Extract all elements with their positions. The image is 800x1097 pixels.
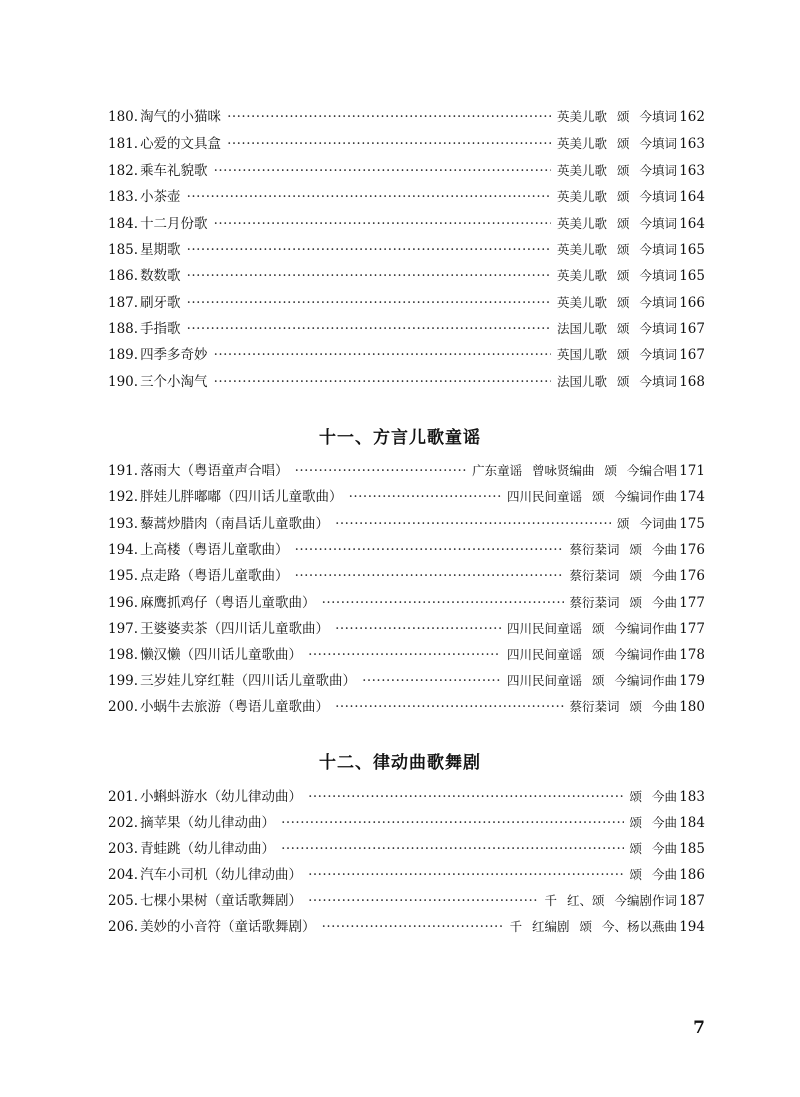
leader-dots xyxy=(295,563,564,589)
leader-dots xyxy=(227,131,551,157)
entry-credit: 英美儿歌 颂 今填词 xyxy=(557,163,677,178)
entry-credit: 英美儿歌 颂 今填词 xyxy=(557,216,677,231)
entry-credit: 蔡衍棻词 颂 今曲 xyxy=(569,699,677,714)
entry-credit: 四川民间童谣 颂 今编词作曲 xyxy=(507,673,677,688)
toc-entry: 181. 心爱的文具盒 ····· 英美儿歌 颂 今填词 163 xyxy=(108,131,705,157)
leader-dots xyxy=(187,263,551,289)
toc-entry: 188. 手指歌 ····· 法国儿歌 颂 今填词 167 xyxy=(108,316,705,342)
leader-dots xyxy=(281,836,623,862)
toc-entry: 192. 胖娃儿胖嘟嘟（四川话儿童歌曲） ····· 四川民间童谣 颂 今编词作曲 174 xyxy=(108,484,705,510)
entry-title: 三个小淘气 xyxy=(140,374,208,390)
entry-title: 三岁娃儿穿红鞋（四川话儿童歌曲） xyxy=(140,673,357,689)
toc-entry: 190. 三个小淘气 ····· 法国儿歌 颂 今填词 168 xyxy=(108,369,705,395)
entry-page: 168 xyxy=(679,374,705,390)
leader-dots xyxy=(308,784,623,810)
entry-title: 藜蒿炒腊肉（南昌话儿童歌曲） xyxy=(140,516,330,532)
entry-title: 摘苹果（幼儿律动曲） xyxy=(140,815,276,831)
entry-credit: 千 红编剧 颂 今、杨以燕曲 xyxy=(509,919,677,934)
entry-credit: 英美儿歌 颂 今填词 xyxy=(557,109,677,124)
leader-dots xyxy=(187,237,551,263)
entry-credit: 蔡衍棻词 颂 今曲 xyxy=(569,568,677,583)
leader-dots xyxy=(187,184,551,210)
entry-page: 176 xyxy=(679,542,705,558)
toc-entry: 186. 数数歌 ····· 英美儿歌 颂 今填词 165 xyxy=(108,263,705,289)
entry-page: 162 xyxy=(679,109,705,125)
entry-credit: 四川民间童谣 颂 今编词作曲 xyxy=(507,489,677,504)
entry-title: 麻鹰抓鸡仔（粤语儿童歌曲） xyxy=(140,595,316,611)
entry-title: 美妙的小音符（童话歌舞剧） xyxy=(140,919,316,935)
entry-credit: 颂 今词曲 xyxy=(617,516,677,531)
entry-credit: 英美儿歌 颂 今填词 xyxy=(557,242,677,257)
leader-dots xyxy=(335,511,611,537)
page-number: 7 xyxy=(693,1018,705,1038)
entry-title: 十二月份歌 xyxy=(140,216,208,232)
entry-page: 194 xyxy=(679,919,705,935)
entry-title: 四季多奇妙 xyxy=(140,347,208,363)
entry-credit: 千 红、颂 今编剧作词 xyxy=(544,893,677,908)
leader-dots xyxy=(214,369,551,395)
entry-credit: 英美儿歌 颂 今填词 xyxy=(557,189,677,204)
toc-entry: 205. 七棵小果树（童话歌舞剧） ····· 千 红、颂 今编剧作词 187 xyxy=(108,888,705,914)
entry-title: 懒汉懒（四川话儿童歌曲） xyxy=(140,647,303,663)
toc-entry: 187. 刷牙歌 ····· 英美儿歌 颂 今填词 166 xyxy=(108,290,705,316)
entry-credit: 法国儿歌 颂 今填词 xyxy=(557,321,677,336)
entry-title: 刷牙歌 xyxy=(140,295,181,311)
entry-title: 王婆婆卖茶（四川话儿童歌曲） xyxy=(140,621,330,637)
entry-credit: 广东童谣 曾咏贤编曲 颂 今编合唱 xyxy=(472,463,677,478)
entry-title: 手指歌 xyxy=(140,321,181,337)
toc-entry: 185. 星期歌 ····· 英美儿歌 颂 今填词 165 xyxy=(108,237,705,263)
leader-dots xyxy=(214,342,551,368)
entry-credit: 蔡衍棻词 颂 今曲 xyxy=(569,542,677,557)
entry-title: 星期歌 xyxy=(140,242,181,258)
entry-title: 数数歌 xyxy=(140,268,181,284)
section-heading: 十二、律动曲歌舞剧 xyxy=(319,753,481,773)
leader-dots xyxy=(281,810,623,836)
leader-dots xyxy=(322,590,564,616)
entry-page: 186 xyxy=(679,867,705,883)
entry-page: 177 xyxy=(679,595,705,611)
entry-credit: 颂 今曲 xyxy=(629,867,677,882)
entry-title: 心爱的文具盒 xyxy=(140,136,222,152)
entry-page: 165 xyxy=(679,268,705,284)
entry-page: 180 xyxy=(679,699,705,715)
entry-title: 青蛙跳（幼儿律动曲） xyxy=(140,841,276,857)
toc-entry: 180. 淘气的小猫咪 ····· 英美儿歌 颂 今填词 162 xyxy=(108,104,705,130)
leader-dots xyxy=(295,537,564,563)
entry-credit: 英美儿歌 颂 今填词 xyxy=(557,268,677,283)
entry-title: 汽车小司机（幼儿律动曲） xyxy=(140,867,303,883)
leader-dots xyxy=(335,694,563,720)
entry-page: 175 xyxy=(679,516,705,532)
entry-page: 164 xyxy=(679,189,705,205)
leader-dots xyxy=(349,484,501,510)
leader-dots xyxy=(335,616,501,642)
entry-credit: 颂 今曲 xyxy=(629,815,677,830)
entry-title: 点走路（粤语儿童歌曲） xyxy=(140,568,289,584)
leader-dots xyxy=(308,888,538,914)
toc-entry: 202. 摘苹果（幼儿律动曲） ····· 颂 今曲 184 xyxy=(108,810,705,836)
toc-entry: 200. 小蜗牛去旅游（粤语儿童歌曲） ····· 蔡衍棻词 颂 今曲 180 xyxy=(108,694,705,720)
entry-credit: 英美儿歌 颂 今填词 xyxy=(557,295,677,310)
entry-page: 163 xyxy=(679,163,705,179)
entry-page: 167 xyxy=(679,347,705,363)
toc-entry: 184. 十二月份歌 ····· 英美儿歌 颂 今填词 164 xyxy=(108,211,705,237)
toc-entry: 183. 小茶壶 ····· 英美儿歌 颂 今填词 164 xyxy=(108,184,705,210)
entry-page: 163 xyxy=(679,136,705,152)
entry-page: 178 xyxy=(679,647,705,663)
entry-credit: 颂 今曲 xyxy=(629,841,677,856)
entry-page: 174 xyxy=(679,489,705,505)
toc-entry: 199. 三岁娃儿穿红鞋（四川话儿童歌曲） ····· 四川民间童谣 颂 今编词作曲 179 xyxy=(108,668,705,694)
toc-entry: 195. 点走路（粤语儿童歌曲） ····· 蔡衍棻词 颂 今曲 176 xyxy=(108,563,705,589)
entry-credit: 四川民间童谣 颂 今编词作曲 xyxy=(507,647,677,662)
entry-credit: 英国儿歌 颂 今填词 xyxy=(557,347,677,362)
entry-page: 166 xyxy=(679,295,705,311)
entry-page: 183 xyxy=(679,789,705,805)
leader-dots xyxy=(362,668,501,694)
entry-title: 小蜗牛去旅游（粤语儿童歌曲） xyxy=(140,699,330,715)
toc-entry: 196. 麻鹰抓鸡仔（粤语儿童歌曲） ····· 蔡衍棻词 颂 今曲 177 xyxy=(108,590,705,616)
toc-entry: 201. 小蝌蚪游水（幼儿律动曲） ····· 颂 今曲 183 xyxy=(108,784,705,810)
entry-title: 胖娃儿胖嘟嘟（四川话儿童歌曲） xyxy=(140,489,343,505)
entry-title: 小蝌蚪游水（幼儿律动曲） xyxy=(140,789,303,805)
toc-entry: 197. 王婆婆卖茶（四川话儿童歌曲） ····· 四川民间童谣 颂 今编词作曲 177 xyxy=(108,616,705,642)
entry-title: 淘气的小猫咪 xyxy=(140,109,222,125)
entry-page: 179 xyxy=(679,673,705,689)
leader-dots xyxy=(214,158,551,184)
leader-dots xyxy=(308,862,623,888)
entry-credit: 法国儿歌 颂 今填词 xyxy=(557,374,677,389)
entry-page: 187 xyxy=(679,893,705,909)
leader-dots xyxy=(214,211,551,237)
toc-entry: 206. 美妙的小音符（童话歌舞剧） ····· 千 红编剧 颂 今、杨以燕曲 194 xyxy=(108,914,705,940)
entry-page: 165 xyxy=(679,242,705,258)
entry-title: 落雨大（粤语童声合唱） xyxy=(140,463,289,479)
entry-page: 176 xyxy=(679,568,705,584)
toc-entry: 204. 汽车小司机（幼儿律动曲） ····· 颂 今曲 186 xyxy=(108,862,705,888)
toc-entry: 198. 懒汉懒（四川话儿童歌曲） ····· 四川民间童谣 颂 今编词作曲 178 xyxy=(108,642,705,668)
entry-title: 七棵小果树（童话歌舞剧） xyxy=(140,893,303,909)
leader-dots xyxy=(295,458,467,484)
toc-entry: 193. 藜蒿炒腊肉（南昌话儿童歌曲） ····· 颂 今词曲 175 xyxy=(108,511,705,537)
section-heading: 十一、方言儿歌童谣 xyxy=(319,428,481,448)
entry-title: 乘车礼貌歌 xyxy=(140,163,208,179)
entry-page: 164 xyxy=(679,216,705,232)
leader-dots xyxy=(227,104,551,130)
toc-entry: 203. 青蛙跳（幼儿律动曲） ····· 颂 今曲 185 xyxy=(108,836,705,862)
leader-dots xyxy=(187,290,551,316)
toc-entry: 194. 上高楼（粤语儿童歌曲） ····· 蔡衍棻词 颂 今曲 176 xyxy=(108,537,705,563)
leader-dots xyxy=(187,316,551,342)
toc-entry: 182. 乘车礼貌歌 ····· 英美儿歌 颂 今填词 163 xyxy=(108,158,705,184)
leader-dots xyxy=(308,642,501,668)
leader-dots xyxy=(322,914,504,940)
toc-entry: 191. 落雨大（粤语童声合唱） ····· 广东童谣 曾咏贤编曲 颂 今编合唱 171 xyxy=(108,458,705,484)
toc-entry: 189. 四季多奇妙 ····· 英国儿歌 颂 今填词 167 xyxy=(108,342,705,368)
entry-credit: 英美儿歌 颂 今填词 xyxy=(557,136,677,151)
entry-credit: 蔡衍棻词 颂 今曲 xyxy=(569,595,677,610)
entry-credit: 颂 今曲 xyxy=(629,789,677,804)
entry-credit: 四川民间童谣 颂 今编词作曲 xyxy=(507,621,677,636)
entry-page: 171 xyxy=(679,463,705,479)
entry-page: 184 xyxy=(679,815,705,831)
entry-page: 167 xyxy=(679,321,705,337)
entry-title: 小茶壶 xyxy=(140,189,181,205)
entry-page: 177 xyxy=(679,621,705,637)
entry-page: 185 xyxy=(679,841,705,857)
entry-title: 上高楼（粤语儿童歌曲） xyxy=(140,542,289,558)
